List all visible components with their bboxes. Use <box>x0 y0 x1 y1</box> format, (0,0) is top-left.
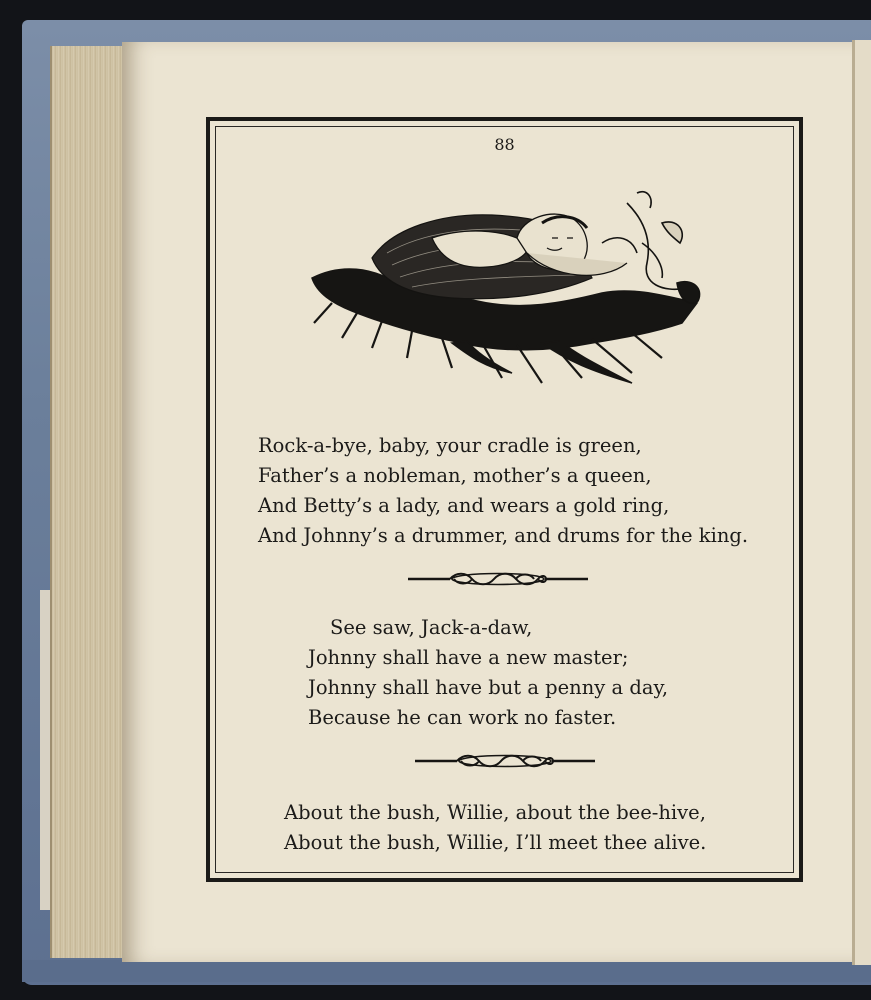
book-page <box>122 42 852 962</box>
page-border-frame <box>206 117 803 882</box>
verse-line: And Betty’s a lady, and wears a gold ring, <box>258 494 670 517</box>
verse-line: Rock-a-bye, baby, your cradle is green, <box>258 434 642 457</box>
verse-line: See saw, Jack-a-daw, <box>330 616 533 639</box>
verse-line: Father’s a nobleman, mother’s a queen, <box>258 464 652 487</box>
verse-line: About the bush, Willie, about the bee-hive, <box>284 801 706 824</box>
ornament-divider <box>415 753 595 769</box>
facing-page-edge <box>852 40 871 965</box>
verse-line: About the bush, Willie, I’ll meet thee alive. <box>284 831 707 854</box>
page-number: 88 <box>494 135 515 154</box>
verse-about-the-bush <box>284 798 706 858</box>
verse-rock-a-bye <box>258 431 748 551</box>
verse-see-saw <box>308 613 668 733</box>
verse-line: And Johnny’s a drummer, and drums for the king. <box>258 524 749 547</box>
baby-cradle-illustration <box>302 183 712 403</box>
verse-line: Because he can work no faster. <box>308 706 617 729</box>
book-cover-edge <box>22 960 871 982</box>
verse-line: Johnny shall have but a penny a day, <box>308 676 669 699</box>
verse-line: Johnny shall have a new master; <box>308 646 629 669</box>
ornament-divider <box>408 571 588 587</box>
